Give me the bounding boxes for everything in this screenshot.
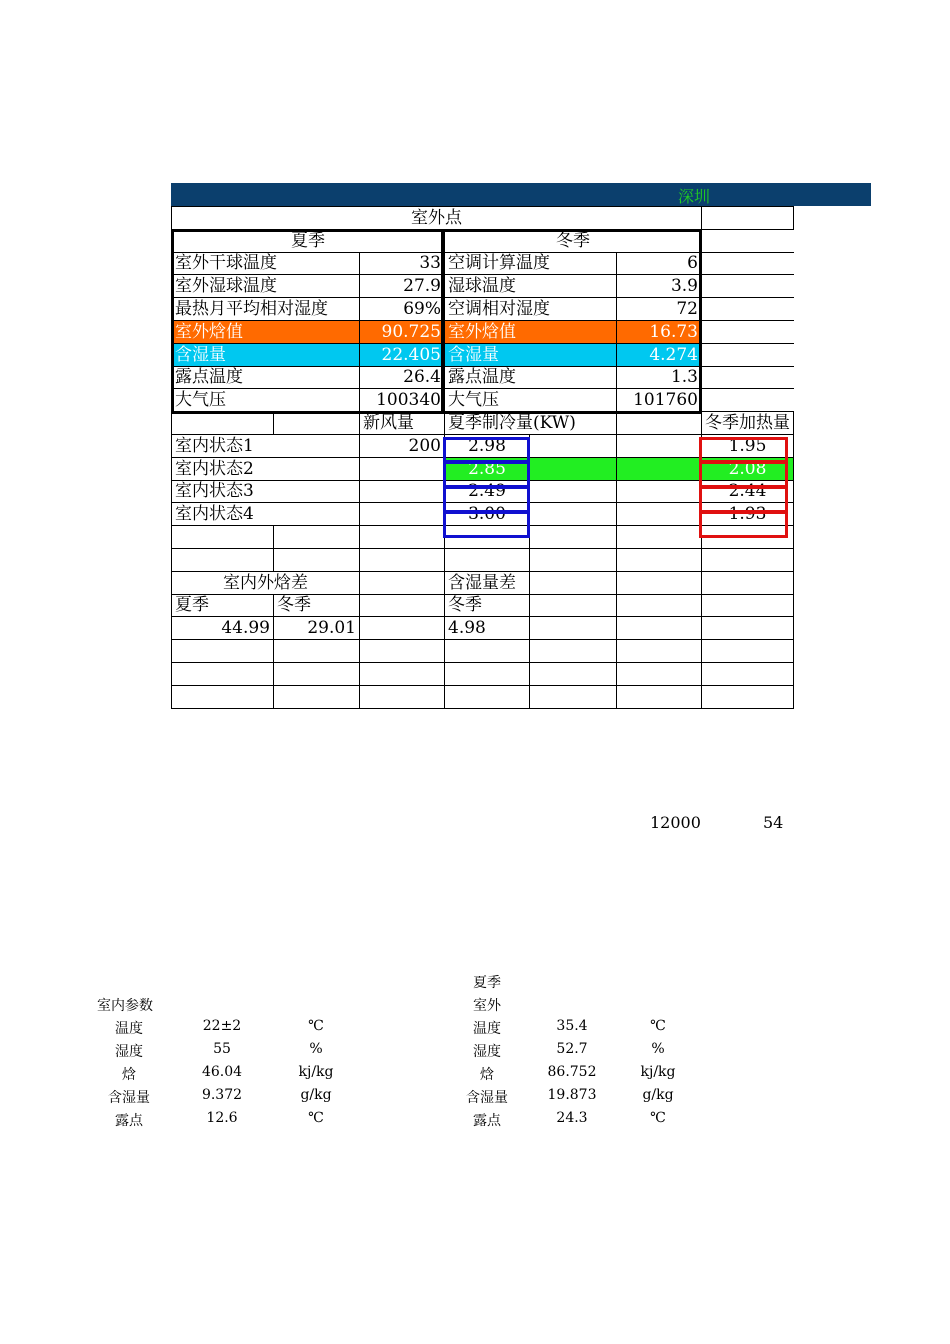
cell[interactable] xyxy=(617,480,702,503)
param-value: 52.7 xyxy=(556,1041,588,1057)
summer-value[interactable]: 69% xyxy=(360,298,445,321)
indoor-state-label: 室内状态2 xyxy=(172,457,360,480)
param-unit: ℃ xyxy=(308,1110,324,1126)
cell[interactable] xyxy=(617,548,702,571)
cell[interactable] xyxy=(360,662,445,685)
summer-label: 室外湿球温度 xyxy=(172,275,360,298)
enthalpy-summer-value[interactable]: 44.99 xyxy=(172,617,274,640)
cell[interactable] xyxy=(617,571,702,594)
param-unit: kj/kg xyxy=(298,1064,334,1080)
table-row xyxy=(172,320,794,343)
param-unit: kj/kg xyxy=(640,1064,676,1080)
indoor-state-label: 室内状态4 xyxy=(172,503,360,526)
cell[interactable] xyxy=(172,662,274,685)
cell[interactable] xyxy=(530,434,617,457)
cell[interactable] xyxy=(172,526,274,549)
table-row xyxy=(172,685,794,708)
loose-value-a: 12000 xyxy=(650,813,701,832)
cell[interactable] xyxy=(530,548,617,571)
cell[interactable] xyxy=(360,526,445,549)
fresh-air-header: 新风量 xyxy=(360,412,445,435)
winter-value[interactable]: 6 xyxy=(617,252,702,275)
moisture-winter-label: 冬季 xyxy=(445,594,530,617)
cooling-value[interactable]: 3.00 xyxy=(445,503,530,526)
param-name: 温度 xyxy=(115,1021,143,1037)
cell[interactable] xyxy=(617,526,702,549)
heating-header: 冬季加热量 xyxy=(702,412,794,435)
moisture-winter-value[interactable]: 4.98 xyxy=(445,617,530,640)
cooling-value[interactable]: 2.98 xyxy=(445,434,530,457)
cell[interactable] xyxy=(617,617,702,640)
cell[interactable] xyxy=(445,640,530,663)
fresh-air-value[interactable] xyxy=(360,480,445,503)
summer-value[interactable]: 100340 xyxy=(360,389,445,412)
enthalpy-summer-label: 夏季 xyxy=(172,594,274,617)
param-unit: ℃ xyxy=(650,1110,666,1126)
indoor-params-title: 室内参数 xyxy=(97,998,153,1014)
outdoor-season-title: 夏季 xyxy=(473,975,501,991)
table-row xyxy=(172,298,794,321)
heating-value[interactable]: 1.95 xyxy=(702,434,794,457)
winter-label: 空调计算温度 xyxy=(445,252,617,275)
param-unit: % xyxy=(309,1041,323,1057)
cell[interactable] xyxy=(530,503,617,526)
fresh-air-value[interactable]: 200 xyxy=(360,434,445,457)
summer-value[interactable]: 22.405 xyxy=(360,343,445,366)
calc-sheet-table xyxy=(171,206,794,709)
cell[interactable] xyxy=(702,207,794,230)
cell[interactable] xyxy=(274,662,360,685)
summer-label: 大气压 xyxy=(172,389,360,412)
cell[interactable] xyxy=(617,640,702,663)
cell[interactable] xyxy=(617,503,702,526)
summer-value[interactable]: 90.725 xyxy=(360,320,445,343)
enthalpy-diff-title: 室内外焓差 xyxy=(172,571,360,594)
heating-value[interactable]: 2.44 xyxy=(702,480,794,503)
winter-label: 含湿量 xyxy=(445,343,617,366)
table-row xyxy=(172,480,794,503)
cell[interactable] xyxy=(274,640,360,663)
summer-value[interactable]: 27.9 xyxy=(360,275,445,298)
moisture-diff-title: 含湿量差 xyxy=(445,571,530,594)
cell[interactable] xyxy=(617,412,702,435)
param-value: 12.6 xyxy=(206,1110,238,1126)
summer-label: 含湿量 xyxy=(172,343,360,366)
cell[interactable] xyxy=(702,571,794,594)
table-row xyxy=(172,275,794,298)
table-row xyxy=(172,389,794,412)
heating-value[interactable]: 2.08 xyxy=(702,457,794,480)
summer-label: 室外焓值 xyxy=(172,320,360,343)
cell[interactable] xyxy=(617,457,702,480)
cell[interactable] xyxy=(445,526,530,549)
cell[interactable] xyxy=(274,548,360,571)
param-unit: ℃ xyxy=(308,1018,324,1034)
cell[interactable] xyxy=(530,594,617,617)
cell[interactable] xyxy=(702,548,794,571)
param-unit: g/kg xyxy=(300,1087,332,1103)
cell[interactable] xyxy=(702,617,794,640)
param-value: 19.873 xyxy=(547,1087,597,1103)
cell[interactable] xyxy=(530,457,617,480)
outdoor-point-row xyxy=(172,207,794,230)
outdoor-params-title: 室外 xyxy=(473,998,501,1014)
diff-season-row xyxy=(172,594,794,617)
load-header-row xyxy=(172,412,794,435)
table-row xyxy=(172,434,794,457)
cell[interactable] xyxy=(172,412,274,435)
cell[interactable] xyxy=(360,548,445,571)
table-row xyxy=(172,457,794,480)
cell[interactable] xyxy=(530,480,617,503)
summer-title: 夏季 xyxy=(172,229,445,252)
diff-header-row xyxy=(172,571,794,594)
param-value: 24.3 xyxy=(556,1110,588,1126)
summer-value[interactable]: 33 xyxy=(360,252,445,275)
cell[interactable] xyxy=(702,389,794,412)
param-name: 露点 xyxy=(115,1113,143,1129)
table-row xyxy=(172,503,794,526)
table-row xyxy=(172,662,794,685)
cell[interactable] xyxy=(445,548,530,571)
fresh-air-value[interactable] xyxy=(360,503,445,526)
outdoor-point-title: 室外点 xyxy=(172,207,702,230)
cell[interactable] xyxy=(360,594,445,617)
cell[interactable] xyxy=(172,640,274,663)
param-value: 46.04 xyxy=(201,1064,243,1080)
param-value: 35.4 xyxy=(556,1018,588,1034)
cell[interactable] xyxy=(702,298,794,321)
table-row xyxy=(172,366,794,389)
summer-value[interactable]: 26.4 xyxy=(360,366,445,389)
cell[interactable] xyxy=(617,662,702,685)
cell[interactable] xyxy=(702,343,794,366)
param-name: 湿度 xyxy=(115,1044,143,1060)
city-banner xyxy=(171,183,871,206)
summer-label: 室外干球温度 xyxy=(172,252,360,275)
cell[interactable] xyxy=(530,685,617,708)
param-name: 含湿量 xyxy=(108,1090,150,1106)
cell[interactable] xyxy=(702,320,794,343)
winter-value[interactable]: 101760 xyxy=(617,389,702,412)
param-name: 焓 xyxy=(480,1067,494,1083)
cooling-header: 夏季制冷量(KW) xyxy=(445,412,617,435)
cell[interactable] xyxy=(172,548,274,571)
cell[interactable] xyxy=(702,252,794,275)
cell[interactable] xyxy=(530,662,617,685)
winter-label: 室外焓值 xyxy=(445,320,617,343)
winter-value[interactable]: 4.274 xyxy=(617,343,702,366)
param-name: 焓 xyxy=(122,1067,136,1083)
table-row xyxy=(172,548,794,571)
diff-value-row xyxy=(172,617,794,640)
param-name: 露点 xyxy=(473,1113,501,1129)
cell[interactable] xyxy=(617,434,702,457)
param-value: 86.752 xyxy=(547,1064,597,1080)
cell[interactable] xyxy=(274,685,360,708)
winter-label: 大气压 xyxy=(445,389,617,412)
winter-label: 湿球温度 xyxy=(445,275,617,298)
param-value: 22±2 xyxy=(202,1018,242,1034)
table-row xyxy=(172,526,794,549)
winter-value[interactable]: 72 xyxy=(617,298,702,321)
cell[interactable] xyxy=(617,594,702,617)
param-name: 湿度 xyxy=(473,1044,501,1060)
param-name: 含湿量 xyxy=(466,1090,508,1106)
cell[interactable] xyxy=(702,229,794,252)
winter-value[interactable]: 1.3 xyxy=(617,366,702,389)
param-unit: % xyxy=(651,1041,665,1057)
cell[interactable] xyxy=(274,526,360,549)
cell[interactable] xyxy=(445,685,530,708)
heating-value[interactable]: 1.93 xyxy=(702,503,794,526)
cell[interactable] xyxy=(702,275,794,298)
cell[interactable] xyxy=(702,640,794,663)
param-value: 55 xyxy=(213,1041,231,1057)
winter-label: 空调相对湿度 xyxy=(445,298,617,321)
param-value: 9.372 xyxy=(201,1087,243,1103)
param-name: 温度 xyxy=(473,1021,501,1037)
cell[interactable] xyxy=(274,412,360,435)
table-row xyxy=(172,640,794,663)
cell[interactable] xyxy=(530,617,617,640)
param-unit: g/kg xyxy=(642,1087,674,1103)
indoor-state-label: 室内状态3 xyxy=(172,480,360,503)
summer-label: 露点温度 xyxy=(172,366,360,389)
enthalpy-winter-label: 冬季 xyxy=(274,594,360,617)
cell[interactable] xyxy=(530,571,617,594)
cell[interactable] xyxy=(360,571,445,594)
winter-value[interactable]: 16.73 xyxy=(617,320,702,343)
cell[interactable] xyxy=(360,617,445,640)
loose-value-b: 54 xyxy=(763,813,784,832)
fresh-air-value[interactable] xyxy=(360,457,445,480)
table-row xyxy=(172,343,794,366)
enthalpy-winter-value[interactable]: 29.01 xyxy=(274,617,360,640)
summer-label: 最热月平均相对湿度 xyxy=(172,298,360,321)
winter-label: 露点温度 xyxy=(445,366,617,389)
winter-value[interactable]: 3.9 xyxy=(617,275,702,298)
cell[interactable] xyxy=(172,685,274,708)
cell[interactable] xyxy=(702,594,794,617)
cell[interactable] xyxy=(617,685,702,708)
cooling-value[interactable]: 2.49 xyxy=(445,480,530,503)
cell[interactable] xyxy=(702,366,794,389)
cell[interactable] xyxy=(530,640,617,663)
cell[interactable] xyxy=(702,662,794,685)
cell[interactable] xyxy=(360,640,445,663)
table-row xyxy=(172,252,794,275)
cell[interactable] xyxy=(702,526,794,549)
cell[interactable] xyxy=(702,685,794,708)
city-name: 深圳 xyxy=(678,187,711,206)
cell[interactable] xyxy=(360,685,445,708)
winter-title: 冬季 xyxy=(445,229,702,252)
param-unit: ℃ xyxy=(650,1018,666,1034)
cell[interactable] xyxy=(530,526,617,549)
cell[interactable] xyxy=(445,662,530,685)
indoor-state-label: 室内状态1 xyxy=(172,434,360,457)
season-header-row xyxy=(172,229,794,252)
cooling-value[interactable]: 2.85 xyxy=(445,457,530,480)
